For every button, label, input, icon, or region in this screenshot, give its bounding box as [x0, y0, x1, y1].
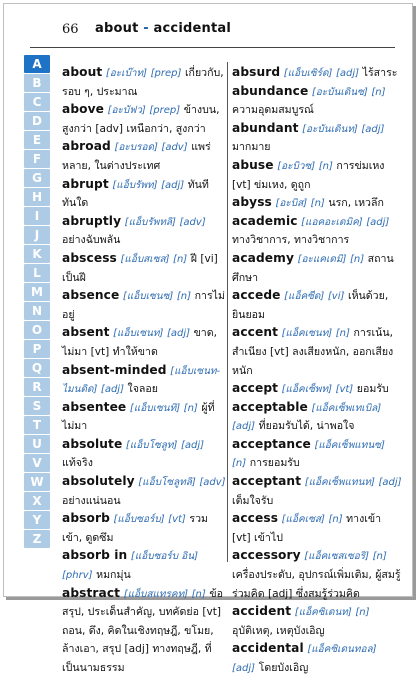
entry-part-of-speech: [n]	[328, 514, 343, 526]
entry-pronunciation: [อะบิวซ]	[277, 160, 316, 172]
entry-headword: accede	[232, 288, 281, 303]
entry-part-of-speech: [adj]	[378, 477, 402, 489]
entry-part-of-speech: [prep]	[150, 68, 182, 79]
entry-pronunciation: [อะบัฟว]	[107, 105, 146, 117]
dictionary-entry	[62, 64, 226, 101]
entry-headword: abundant	[232, 120, 299, 135]
alphabet-tab-k[interactable]: K	[24, 245, 50, 263]
entry-headword: accessory	[232, 548, 301, 563]
header-rule	[30, 47, 395, 48]
dictionary-entry	[62, 473, 226, 510]
entry-part-of-speech: [adj]	[166, 328, 190, 340]
alphabet-tab-u[interactable]: U	[24, 435, 50, 453]
entry-headword: absorb	[62, 511, 110, 526]
entry-definition: ใจลอย	[127, 383, 158, 396]
entry-part-of-speech: [n]	[310, 198, 325, 210]
entry-headword: abstract	[62, 585, 121, 600]
alphabet-tab-i[interactable]: I	[24, 207, 50, 225]
entry-definition: โดยบังเอิญ	[258, 662, 309, 674]
dictionary-entry	[232, 380, 402, 399]
dictionary-entry	[232, 547, 402, 603]
entry-part-of-speech: [n]	[371, 86, 386, 98]
entry-definition: ผู้ที่ไม่มา	[62, 401, 215, 433]
entry-pronunciation: [แอ็บรัพทลิ]	[124, 216, 176, 228]
dictionary-entry	[232, 640, 402, 677]
dictionary-entry	[232, 64, 402, 83]
entry-headword: absentee	[62, 399, 127, 414]
entry-definition: ยอมรับ	[356, 383, 389, 396]
page-number: 66	[62, 22, 79, 37]
entry-pronunciation: [อะบรอด]	[114, 142, 158, 154]
dictionary-entry	[232, 324, 402, 380]
dictionary-entry	[232, 194, 402, 213]
entry-definition: ข้างบน, สูงกว่า [adv] เหนือกว่า, สูงกว่า	[62, 104, 220, 135]
entry-definition: สถานศึกษา	[232, 252, 394, 284]
alphabet-tab-t[interactable]: T	[24, 416, 50, 434]
guide-word-first: about	[95, 21, 139, 36]
entry-headword: absent-minded	[62, 362, 167, 377]
dictionary-entry	[232, 399, 402, 436]
dictionary-entry	[62, 399, 226, 436]
dictionary-entry	[232, 473, 402, 510]
dictionary-entry	[232, 250, 402, 287]
entry-part-of-speech: [adj]	[366, 216, 390, 228]
entry-headword: accent	[232, 325, 279, 340]
entry-part-of-speech: [n]	[173, 253, 188, 265]
entry-pronunciation: [อะแคเดมิ]	[297, 253, 347, 265]
entry-definition: หมกมุ่น	[96, 569, 131, 582]
entry-definition: ขาด, ไม่มา [vt] ทำให้ขาด	[62, 327, 218, 358]
entry-pronunciation: [แอ็บเซนทิ]	[129, 402, 181, 414]
alphabet-tab-h[interactable]: H	[24, 188, 50, 206]
entry-headword: accept	[232, 381, 279, 396]
entry-headword: abscess	[62, 250, 117, 265]
entry-headword: about	[62, 65, 103, 79]
entry-headword: acceptance	[232, 436, 311, 451]
dictionary-entry	[62, 138, 226, 175]
column-divider	[227, 62, 228, 562]
alphabet-tab-g[interactable]: G	[24, 169, 50, 187]
alphabet-tab-n[interactable]: N	[24, 302, 50, 320]
alphabet-tab-y[interactable]: Y	[24, 511, 50, 529]
dictionary-entry	[232, 436, 402, 473]
entry-headword: access	[232, 511, 279, 526]
entry-pronunciation: [แอ็บเซนท]	[113, 328, 164, 340]
dictionary-entry	[62, 101, 226, 138]
entry-definition: ความอุดมสมบูรณ์	[232, 104, 314, 117]
alphabet-tab-c[interactable]: C	[24, 93, 50, 111]
entry-definition: ไร้สาระ	[362, 67, 398, 79]
entry-definition: อุบัติเหตุ, เหตุบังเอิญ	[232, 624, 325, 637]
entry-definition: การไม่อยู่	[62, 290, 225, 321]
entry-headword: absurd	[232, 65, 281, 79]
left-column	[62, 64, 226, 678]
entry-pronunciation: [แอ็คซิเดนทอล]	[307, 644, 377, 656]
dictionary-entry	[232, 120, 402, 157]
entry-pronunciation: [แอ็บเซิร์ด]	[283, 68, 333, 79]
entry-pronunciation: [อะบิส]	[275, 198, 308, 210]
entry-part-of-speech: [n]	[191, 588, 206, 600]
dictionary-entry	[62, 547, 226, 584]
entry-definition: ที่ยอมรับได้, น่าพอใจ	[258, 420, 355, 433]
entry-pronunciation: [แอ็บสเซส]	[120, 253, 170, 265]
entry-pronunciation: [แอ็คเซนท]	[281, 328, 333, 340]
entry-part-of-speech: [adj]	[100, 384, 124, 396]
dictionary-entry	[62, 585, 226, 678]
dictionary-entry	[232, 213, 402, 250]
entry-part-of-speech: [n]	[183, 402, 198, 414]
entry-headword: absorb in	[62, 548, 128, 563]
entry-part-of-speech: [adj]	[361, 123, 385, 135]
entry-definition: มากมาย	[232, 141, 271, 154]
alphabet-tab-p[interactable]: P	[24, 340, 50, 358]
entry-headword: abroad	[62, 139, 111, 154]
entry-definition: การยอมรับ	[249, 457, 300, 470]
entry-definition: เห็นด้วย, ยินยอม	[232, 290, 389, 321]
entry-pronunciation: [แอ็บรัพท]	[112, 179, 158, 191]
dictionary-entry	[62, 213, 226, 250]
alphabet-tab-e[interactable]: E	[24, 131, 50, 149]
dictionary-entry	[62, 250, 226, 287]
entry-headword: absent	[62, 325, 110, 340]
dictionary-entry	[232, 510, 402, 547]
entry-pronunciation: [แอ็คซิเดนท]	[294, 607, 352, 619]
entry-definition: ทันทีทันใด	[62, 178, 209, 210]
entry-pronunciation: [แอ็คซีด]	[284, 291, 325, 303]
dictionary-entry	[232, 83, 402, 120]
right-column	[232, 64, 402, 678]
alphabet-tab-q[interactable]: Q	[24, 359, 50, 377]
alphabet-tab-d[interactable]: D	[24, 112, 50, 130]
entry-part-of-speech: [prep]	[149, 105, 181, 117]
entry-part-of-speech: [n]	[372, 551, 387, 563]
entry-part-of-speech: [vt]	[168, 514, 186, 526]
entry-headword: academy	[232, 250, 295, 265]
dictionary-entry	[62, 324, 226, 361]
entry-part-of-speech: [adj]	[232, 663, 256, 674]
entry-definition: ทางเข้า [vt] เข้าไป	[232, 513, 382, 544]
entry-definition: นรก, เหวลึก	[328, 197, 384, 210]
alphabet-tab-z[interactable]: Z	[24, 530, 50, 548]
entry-pronunciation: [แอ็คเซ็พเทเบิล]	[311, 402, 382, 414]
dictionary-entry	[62, 176, 226, 213]
entry-pronunciation: [แอ็บเซนซ]	[122, 291, 174, 303]
entry-headword: accidental	[232, 641, 304, 656]
entry-pronunciation: [อะเบ๊าท]	[105, 68, 148, 79]
entry-part-of-speech: [n]	[232, 458, 247, 470]
entry-pronunciation: [อะบันเดินท]	[302, 123, 358, 135]
entry-pronunciation: [แอ็คเซ็พแทนท]	[304, 477, 375, 489]
dictionary-entry	[232, 157, 402, 194]
entry-headword: absence	[62, 288, 120, 303]
entry-part-of-speech: [n]	[355, 607, 370, 619]
entry-part-of-speech: [adj]	[161, 179, 185, 191]
entry-part-of-speech: [adv]	[161, 142, 188, 154]
entry-pronunciation: [อะบันเดินซ]	[311, 86, 368, 98]
entry-definition: อย่างฉับพลัน	[62, 234, 121, 247]
entry-part-of-speech: [vt]	[335, 384, 354, 396]
entry-definition: เกี่ยวกับ, รอบ ๆ, ประมาณ	[62, 67, 224, 98]
alphabet-tab-b[interactable]: B	[24, 74, 50, 92]
entry-headword: acceptant	[232, 474, 302, 489]
guide-word-last: accidental	[153, 21, 232, 36]
entry-pronunciation: [แอ็บซอร์บ]	[113, 514, 165, 526]
entry-pronunciation: [แอ็บโซลูทลิ]	[138, 477, 196, 489]
entry-part-of-speech: [n]	[176, 291, 192, 303]
entry-headword: accident	[232, 604, 292, 619]
entry-part-of-speech: [adj]	[336, 68, 360, 79]
entry-definition: แท้จริง	[62, 457, 93, 470]
entry-part-of-speech: [adj]	[180, 439, 204, 451]
entry-definition: อย่างแน่นอน	[62, 494, 121, 507]
entry-definition: เครื่องประดับ, อุปกรณ์เพิ่มเติม, ผู้สมรู้ร่วมคิด [adj] ซึ่งสมรู้ร่วมคิด	[232, 569, 401, 600]
guide-words	[95, 21, 231, 36]
entry-pronunciation: [แอ็คเซส]	[281, 514, 325, 526]
alphabet-tab-j[interactable]: J	[24, 226, 50, 244]
entry-headword: abundance	[232, 83, 309, 98]
entry-headword: abruptly	[62, 213, 122, 228]
alphabet-tab-a[interactable]: A	[24, 55, 50, 73]
alphabet-tab-f[interactable]: F	[24, 150, 50, 168]
entry-headword: acceptable	[232, 399, 308, 414]
entry-part-of-speech: [n]	[335, 328, 350, 340]
alphabet-tab-s[interactable]: S	[24, 397, 50, 415]
entry-headword: abrupt	[62, 176, 109, 191]
dictionary-entry	[62, 510, 226, 547]
alphabet-tab-x[interactable]: X	[24, 492, 50, 510]
entry-headword: abuse	[232, 157, 274, 172]
alphabet-tab-l[interactable]: L	[24, 264, 50, 282]
entry-part-of-speech: [vi]	[327, 291, 345, 303]
entry-headword: abyss	[232, 195, 272, 210]
alphabet-tab-w[interactable]: W	[24, 473, 50, 491]
page-header	[30, 22, 400, 48]
alphabet-tab-m[interactable]: M	[24, 283, 50, 301]
alphabet-index	[24, 55, 50, 549]
entry-part-of-speech: [adv]	[199, 477, 226, 489]
entry-definition: การข่มเหง [vt] ข่มเหง, ดูถูก	[232, 159, 385, 191]
entry-definition: ฝี [vi] เป็นฝี	[62, 252, 218, 284]
entry-part-of-speech: [n]	[318, 160, 333, 172]
entry-pronunciation: [แอ็บโซลูท]	[125, 439, 178, 451]
entry-pronunciation: [แอ็คเซ็พท]	[281, 384, 332, 396]
entry-pronunciation: [แอ็คเซสเซอริ]	[304, 551, 370, 563]
entry-pronunciation: [แอคอะเดมิค]	[301, 216, 363, 228]
entry-definition: ทางวิชาการ, ทางวิชาการ	[232, 234, 350, 247]
entry-headword: absolute	[62, 436, 123, 451]
entry-part-of-speech: [phrv]	[62, 570, 93, 582]
entry-pronunciation: [แอ็บสแทรคท]	[123, 588, 189, 600]
dictionary-entry	[232, 287, 402, 324]
alphabet-tab-o[interactable]: O	[24, 321, 50, 339]
entry-pronunciation: [แอ็คเซ็พแทนซ]	[314, 439, 385, 451]
dictionary-entry	[62, 287, 226, 324]
dictionary-entry	[232, 603, 402, 640]
entry-headword: academic	[232, 213, 298, 228]
dictionary-entry	[62, 436, 226, 473]
entry-part-of-speech: [adj]	[232, 421, 256, 433]
guide-word-separator: -	[138, 21, 154, 36]
entry-part-of-speech: [n]	[349, 253, 365, 265]
entry-part-of-speech: [adv]	[179, 216, 206, 228]
entry-headword: absolutely	[62, 474, 135, 489]
entry-definition: รวมเข้า, ดูดซึม	[62, 513, 209, 544]
entry-pronunciation: [แอ็บเซนท-ไมนดิด]	[62, 365, 221, 396]
alphabet-tab-r[interactable]: R	[24, 378, 50, 396]
entry-definition: เต็มใจรับ	[232, 494, 274, 507]
entry-pronunciation: [แอ็บซอร์บ อิน]	[130, 551, 199, 563]
dictionary-entry	[62, 362, 226, 399]
entry-headword: above	[62, 102, 105, 117]
entry-definition: การเน้น, สำเนียง [vt] ลงเสียงหนัก, ออกเสียงหนัก	[232, 327, 394, 377]
entry-definition: ข้อสรุป, ประเด็นสำคัญ, บทคัดย่อ [vt] ถอน, ดึง, คิดในเชิงทฤษฎี, ขโมย, ล้างเอา, สรุป [adj] ทางทฤษฎี, ที่เป็นนามธรรม	[62, 587, 223, 674]
entry-definition: แพร่หลาย, ในต่างประเทศ	[62, 141, 211, 172]
alphabet-tab-v[interactable]: V	[24, 454, 50, 472]
